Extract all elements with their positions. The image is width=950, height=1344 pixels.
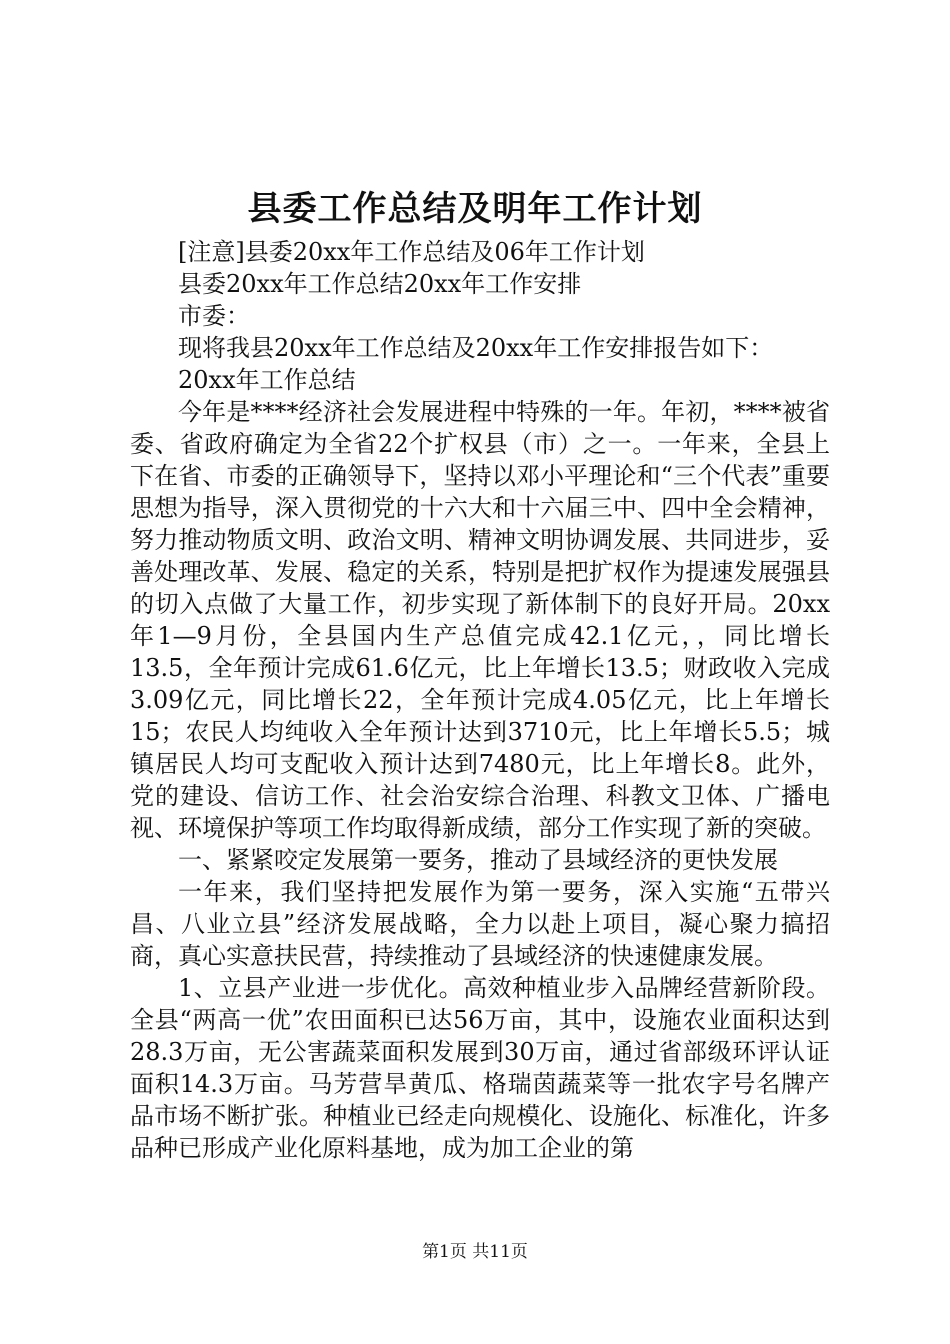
paragraph-development: 一年来，我们坚持把发展作为第一要务，深入实施“五带兴昌、八业立县”经济发展战略，全力以赴上项目，凝心聚力搞招商，真心实意扶民营，持续推动了县域经济的快速健康发展。 [130,878,830,970]
page-footer: 第1页 共11页 [422,1242,528,1262]
paragraph-note: [注意]县委20xx年工作总结及06年工作计划 [178,238,645,266]
paragraph-subtitle: 县委20xx年工作总结20xx年工作安排 [178,270,582,298]
paragraph-overview: 今年是****经济社会发展进程中特殊的一年。年初，****被省委、省政府确定为全省22个扩权县（市）之一。一年来，全县上下在省、市委的正确领导下，坚持以邓小平理论和“三个代表”重要思想为指导，深入贯彻党的十六大和十六届三中、四中全会精神，努力推动物质文明、政治文明、精神文明协调发展、共同进步，妥善处理改革、发展、稳定的关系，特别是把扩权作为提速发展强县的切入点做了大量工作，初步实现了新体制下的良好开局。20xx年1—9月份，全县国内生产总值完成42.1亿元，，同比增长13.5，全年预计完成61.6亿元，比上年增长13.5；财政收入完成3.09亿元，同比增长22，全年预计完成4.05亿元，比上年增长15；农民人均纯收入全年预计达到3710元，比上年增长5.5；城镇居民人均可支配收入预计达到7480元，比上年增长8。此外，党的建设、信访工作、社会治安综合治理、科教文卫体、广播电视、环境保护等项工作均取得新成绩，部分工作实现了新的突破。 [130,398,830,842]
paragraph-intro: 现将我县20xx年工作总结及20xx年工作安排报告如下： [178,334,774,362]
paragraph-section-heading: 20xx年工作总结 [178,366,356,394]
paragraph-heading-one: 一、紧紧咬定发展第一要务，推动了县域经济的更快发展 [178,846,778,874]
paragraph-salutation: 市委： [178,302,250,330]
paragraph-industry: 1、立县产业进一步优化。高效种植业步入品牌经营新阶段。全县“两高一优”农田面积已达56万亩，其中，设施农业面积达到28.3万亩，无公害蔬菜面积发展到30万亩，通过省部级环评认证面积14.3万亩。马芳营旱黄瓜、格瑞茵蔬菜等一批农字号名牌产品市场不断扩张。种植业已经走向规模化、设施化、标准化，许多品种已形成产业化原料基地，成为加工企业的第 [130,974,830,1162]
document-body [130,236,830,1164]
document-title: 县委工作总结及明年工作计划 [247,189,703,229]
